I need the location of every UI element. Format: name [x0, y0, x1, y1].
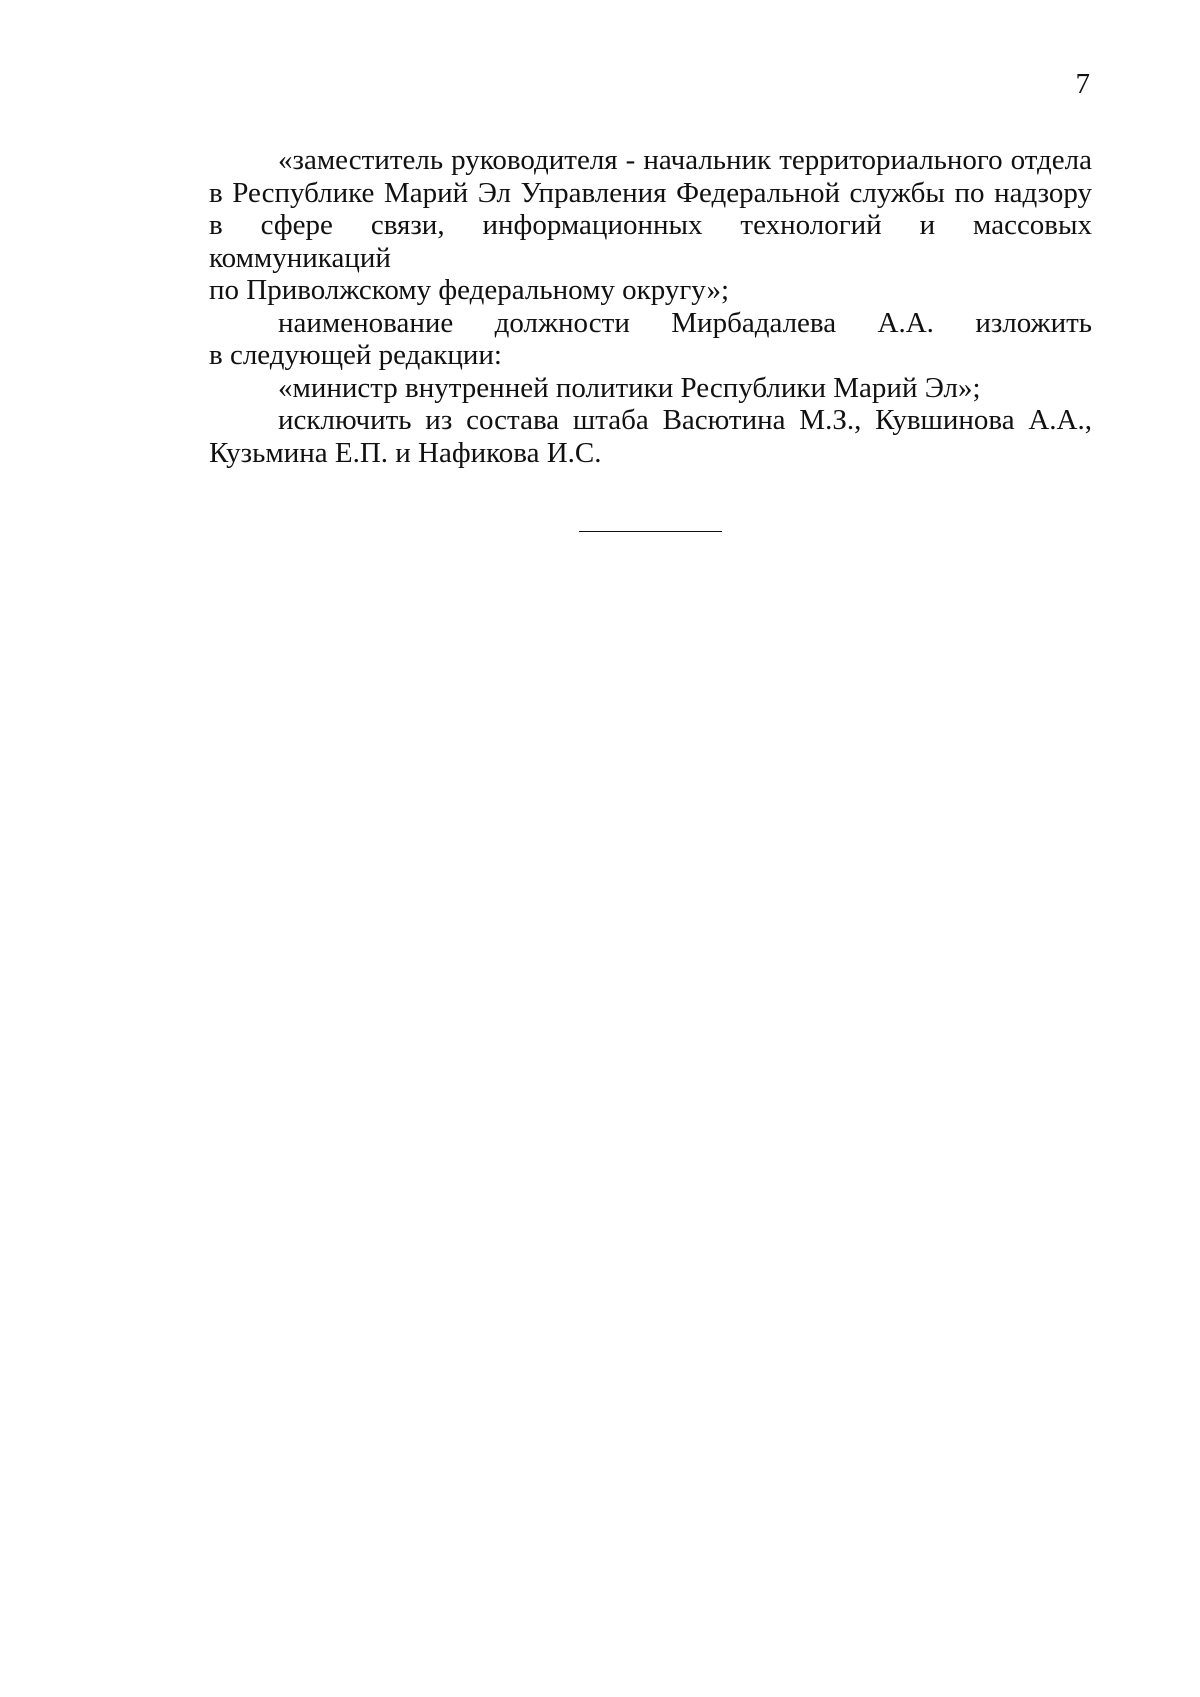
body-line-3: в сфере связи, информационных технологий и массовых коммуникаций	[209, 209, 1092, 274]
document-body	[209, 144, 1092, 469]
body-line-5: наименование должности Мирбадалева А.А. изложить	[278, 306, 1092, 339]
body-line-2: в Республике Марий Эл Управления Федеральной службы по надзору	[209, 176, 1092, 209]
end-divider-line	[579, 531, 722, 532]
body-line-6: в следующей редакции:	[209, 339, 502, 371]
body-line-1: «заместитель руководителя - начальник территориального отдела	[278, 144, 1092, 176]
body-line-4: по Приволжскому федеральному округу»;	[209, 274, 730, 306]
body-line-7: «министр внутренней политики Республики Марий Эл»;	[278, 371, 981, 404]
body-line-8: исключить из состава штаба Васютина М.З., Кувшинова А.А.,	[278, 404, 1092, 436]
page-number: 7	[1075, 68, 1090, 100]
body-line-9: Кузьмина Е.П. и Нафикова И.С.	[209, 436, 602, 469]
